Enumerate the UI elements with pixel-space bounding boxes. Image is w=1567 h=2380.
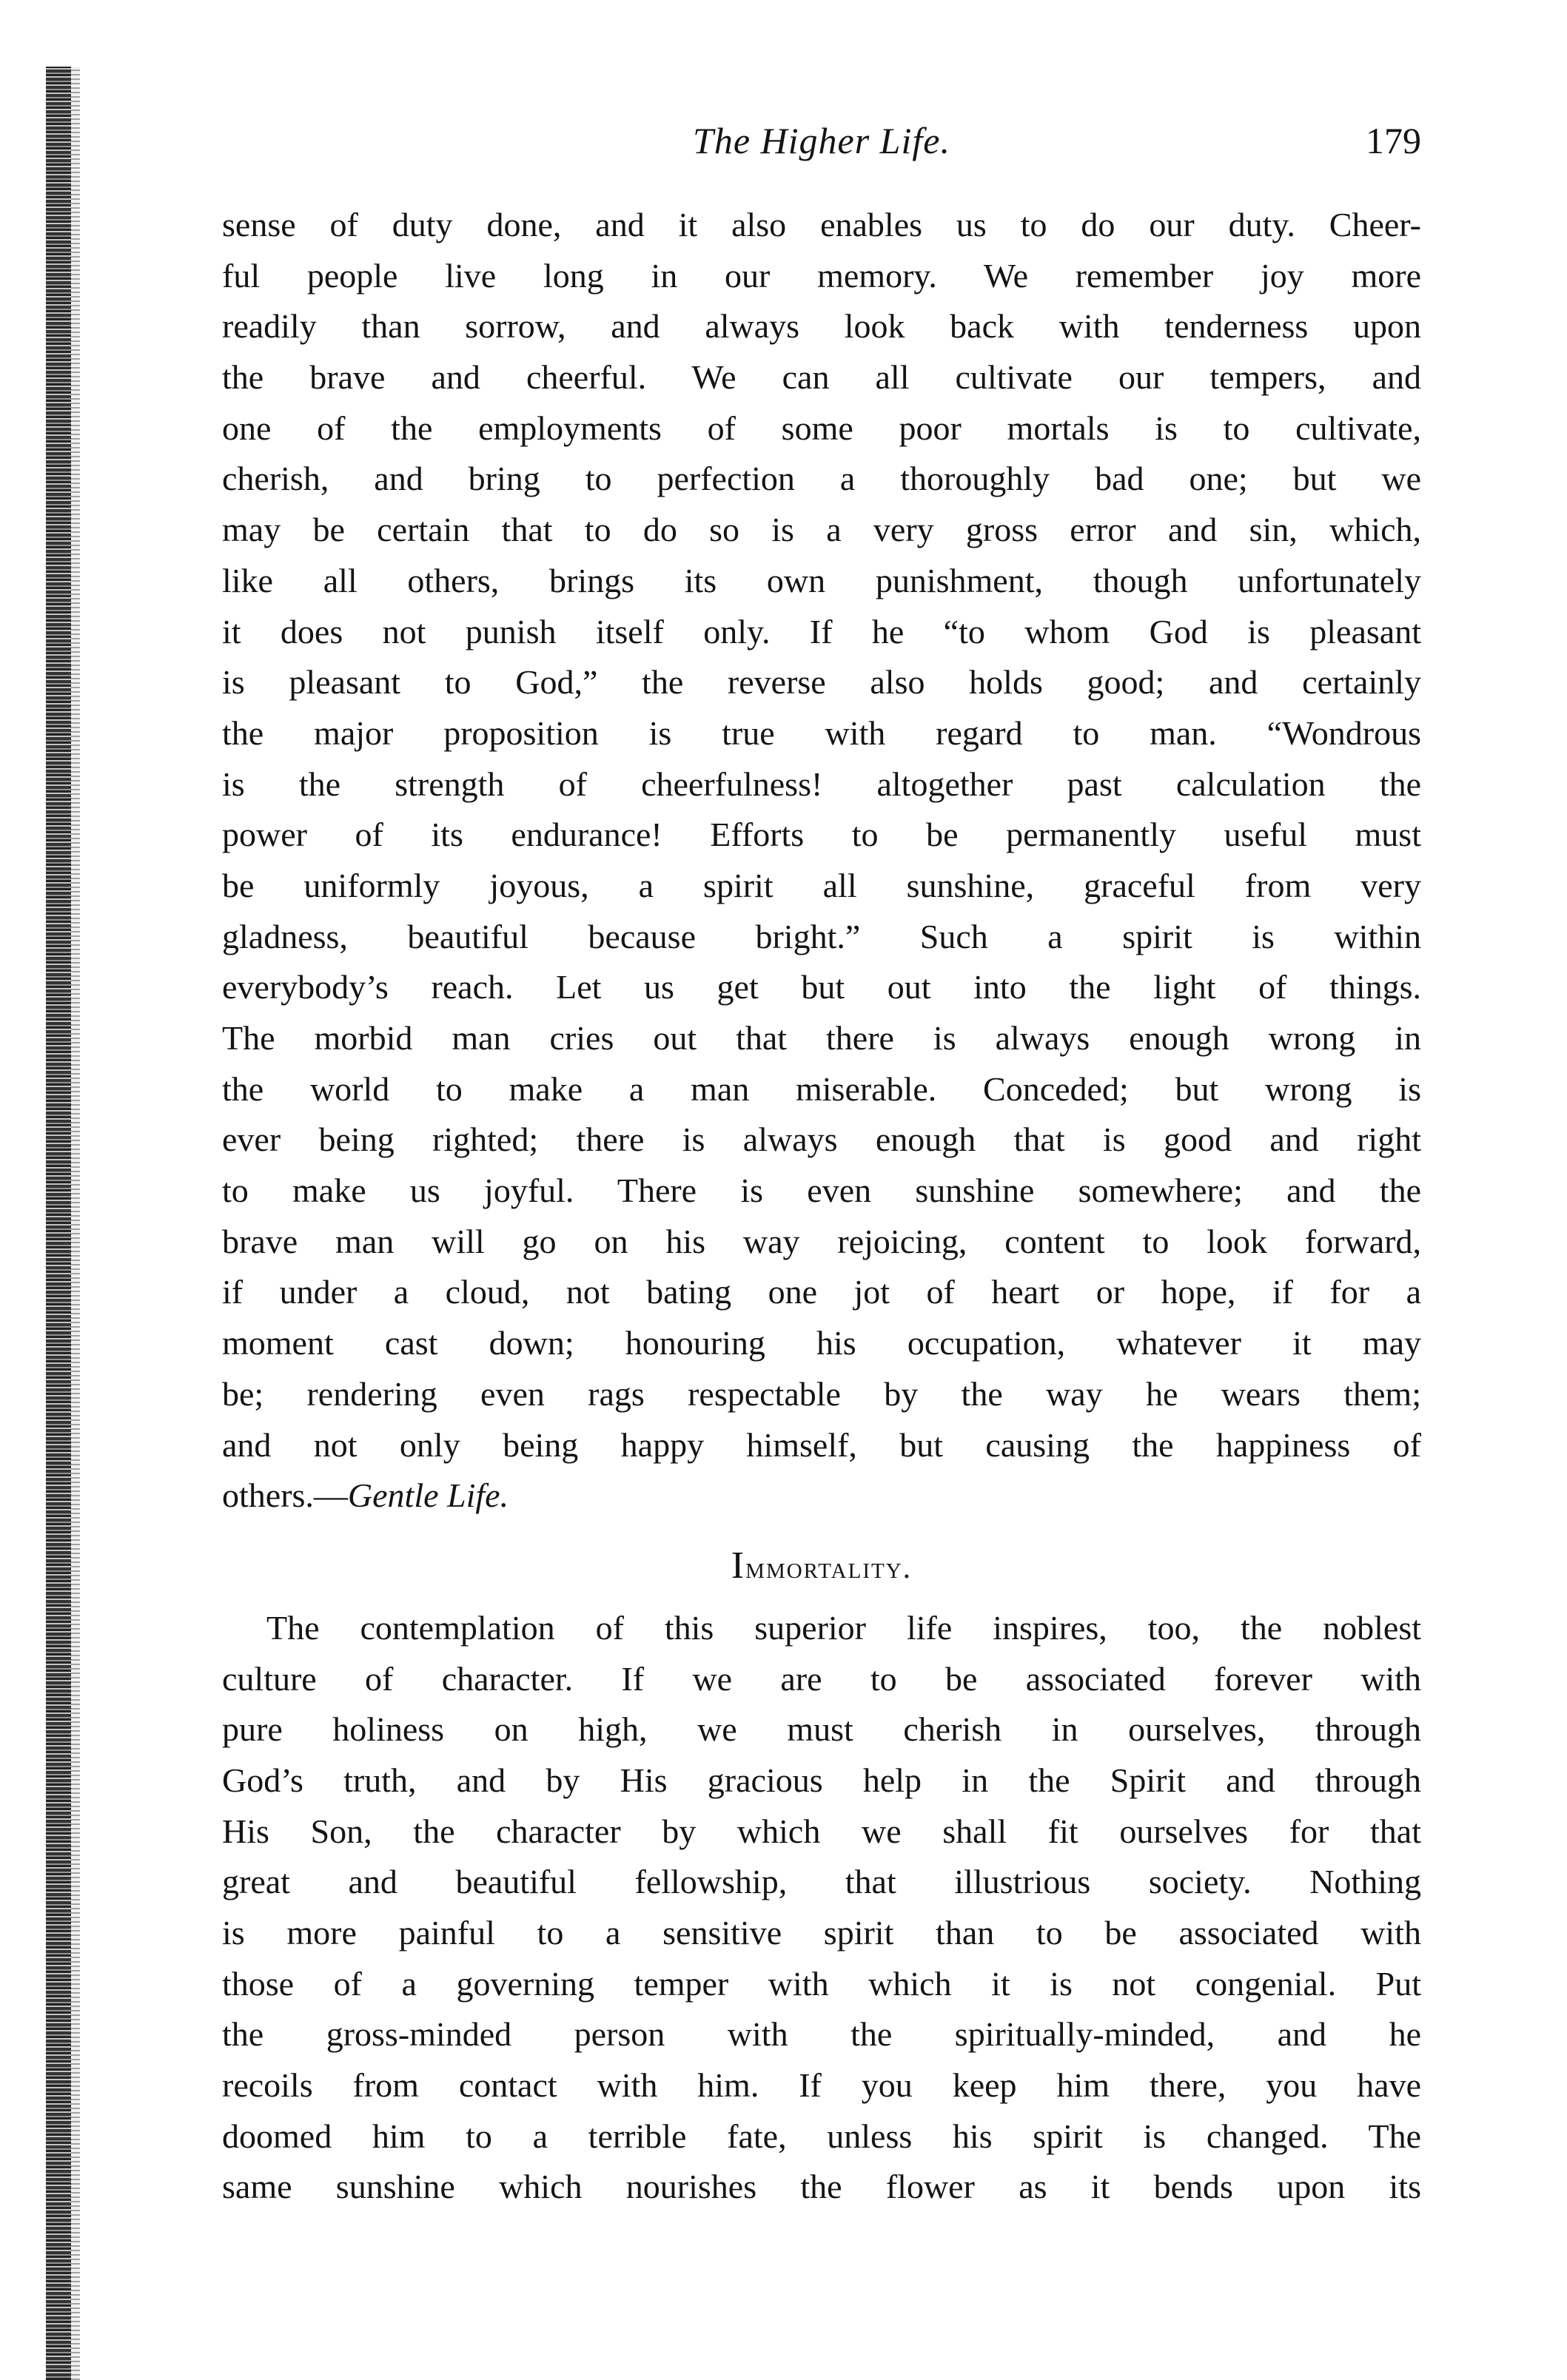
text-line: readily than sorrow, and always look back with tenderness upon (222, 307, 1421, 346)
text-line: to make us joyful. There is even sunshine somewhere; and the (222, 1171, 1421, 1210)
heading-rest: mmortality. (745, 1550, 913, 1585)
text-line: power of its endurance! Efforts to be permanently useful must (222, 816, 1421, 854)
text-line: sense of duty done, and it also enables us to do our duty. Cheer- (222, 206, 1421, 243)
text-line: God’s truth, and by His gracious help in the Spirit and through (222, 1761, 1421, 1799)
text-line: the major proposition is true with regard to man. “Wondrous (222, 713, 1421, 752)
text-line: is the strength of cheerfulness! altogether past calculation the (222, 764, 1421, 803)
text-line: be; rendering even rags respectable by the way he wears them; (222, 1374, 1421, 1413)
text-line: the brave and cheerful. We can all cultivate our tempers, and (222, 358, 1421, 397)
text-line: those of a governing temper with which it is not congenial. Put (222, 1964, 1421, 2003)
text-line: everybody’s reach. Let us get but out into the light of things. (222, 968, 1421, 1006)
text-line: The morbid man cries out that there is always enough wrong in (222, 1019, 1421, 1057)
closing-text: others.— (222, 1476, 348, 1515)
text-line: culture of character. If we are to be associated forever with (222, 1659, 1421, 1698)
binding-shadow (71, 67, 80, 2380)
source-attribution: Gentle Life. (347, 1476, 509, 1515)
text-line: it does not punish itself only. If he “to whom God is pleasant (222, 612, 1421, 651)
heading-initial: I (731, 1544, 746, 1587)
body-text (222, 200, 1421, 2213)
text-line: ful people live long in our memory. We remember joy more (222, 256, 1421, 295)
text-line: great and beautiful fellowship, that illustrious society. Nothing (222, 1863, 1421, 1901)
binding-gutter (46, 67, 71, 2380)
text-line: same sunshine which nourishes the flower as it bends upon its (222, 2168, 1421, 2206)
text-line: is more painful to a sensitive spirit than to be associated with (222, 1914, 1421, 1952)
text-line: the world to make a man miserable. Conceded; but wrong is (222, 1069, 1421, 1108)
text-line: the gross-minded person with the spiritually-minded, and he (222, 2015, 1421, 2054)
text-line: ever being righted; there is always enough that is good and right (222, 1120, 1421, 1159)
text-line: may be certain that to do so is a very gross error and sin, which, (222, 511, 1421, 549)
running-title: The Higher Life. (693, 120, 950, 161)
text-line: pure holiness on high, we must cherish in ourselves, through (222, 1710, 1421, 1749)
text-line: doomed him to a terrible fate, unless his spirit is changed. The (222, 2117, 1421, 2155)
text-line: cherish, and bring to perfection a thoroughly bad one; but we (222, 460, 1421, 498)
paragraph-immortality (222, 1603, 1421, 2213)
text-line: one of the employments of some poor mortals is to cultivate, (222, 409, 1421, 447)
text-line: is pleasant to God,” the reverse also holds good; and certainly (222, 663, 1421, 702)
page-number: 179 (1366, 120, 1421, 161)
text-line: His Son, the character by which we shall fit ourselves for that (222, 1812, 1421, 1850)
text-line: The contemplation of this superior life inspires, too, the noblest (266, 1608, 1421, 1647)
running-header (222, 111, 1421, 170)
closing-line (222, 1470, 1421, 1522)
text-line: be uniformly joyous, a spirit all sunshine, graceful from very (222, 866, 1421, 904)
text-line: if under a cloud, not bating one jot of heart or hope, if for a (222, 1273, 1421, 1311)
section-heading-immortality (222, 1522, 1421, 1603)
paragraph-cheerfulness (222, 200, 1421, 1522)
text-line: brave man will go on his way rejoicing, content to look forward, (222, 1222, 1421, 1260)
text-line: like all others, brings its own punishment, though unfortunately (222, 561, 1421, 599)
text-line: gladness, beautiful because bright.” Such a spirit is within (222, 917, 1421, 955)
text-line: moment cast down; honouring his occupation, whatever it may (222, 1324, 1421, 1362)
text-line: and not only being happy himself, but causing the happiness of (222, 1425, 1421, 1464)
text-line: recoils from contact with him. If you keep him there, you have (222, 2066, 1421, 2105)
